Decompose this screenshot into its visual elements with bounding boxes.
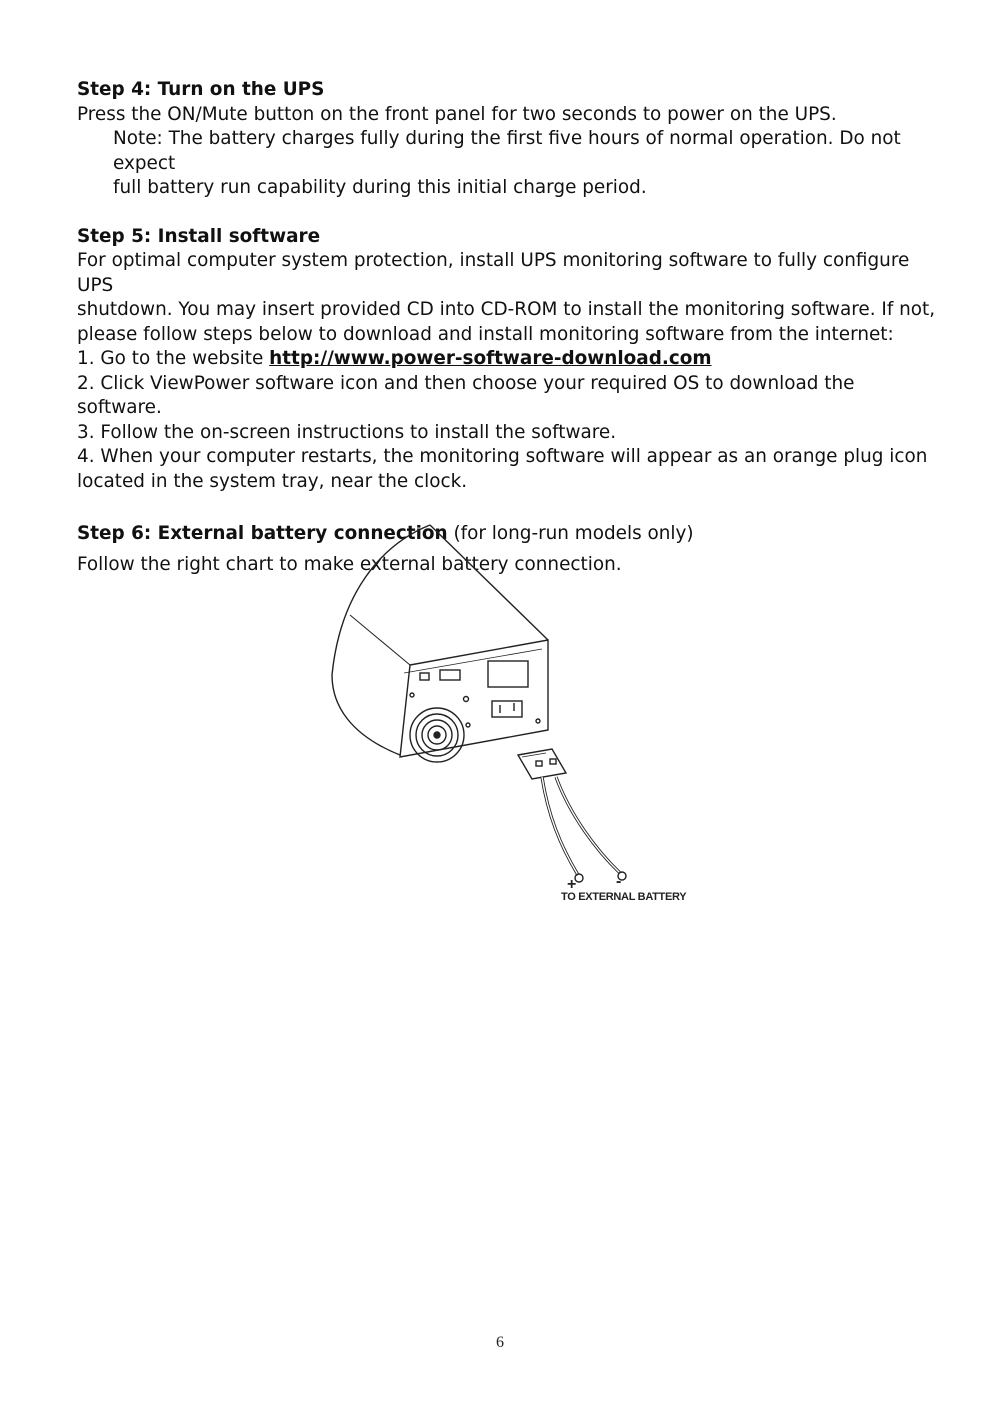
step5-item2: 2. Click ViewPower software icon and then choose your required OS to download the software. bbox=[77, 372, 855, 418]
plus-sign: + bbox=[567, 876, 577, 893]
step4-note-line2: full battery run capability during this initial charge period. bbox=[113, 177, 647, 198]
step5-item4-line1: 4. When your computer restarts, the monitoring software will appear as an orange plug icon bbox=[77, 446, 928, 467]
serial-port bbox=[440, 670, 460, 680]
usb-port bbox=[420, 673, 429, 680]
ups-body-outline bbox=[332, 525, 430, 755]
step5-item1 bbox=[77, 347, 937, 372]
step4-note-line1: Note: The battery charges fully during the first five hours of normal operation. Do not expect bbox=[113, 128, 901, 174]
expansion-slot bbox=[488, 661, 528, 687]
external-battery-label: TO EXTERNAL BATTERY bbox=[561, 891, 687, 903]
step5-item1-prefix: 1. Go to the website bbox=[77, 348, 270, 369]
document-body bbox=[77, 78, 937, 577]
page-number: 6 bbox=[496, 1334, 504, 1351]
step5-body-line2: shutdown. You may insert provided CD into CD-ROM to install the monitoring software. If not, bbox=[77, 299, 936, 320]
step5-item4-line2: located in the system tray, near the clock. bbox=[77, 470, 468, 492]
ups-battery-connection-figure bbox=[320, 515, 700, 915]
positive-cable bbox=[542, 777, 578, 875]
step4-heading: Step 4: Turn on the UPS bbox=[77, 79, 325, 100]
step6-body: Follow the right chart to make external battery connection. bbox=[77, 553, 622, 575]
minus-sign: - bbox=[616, 873, 622, 890]
ups-rear-illustration bbox=[320, 515, 700, 915]
ups-side-edge bbox=[350, 615, 410, 665]
step5-body-line3: please follow steps below to download and install monitoring software from the internet: bbox=[77, 323, 894, 345]
step5-heading: Step 5: Install software bbox=[77, 225, 321, 247]
step5-body-line1: For optimal computer system protection, install UPS monitoring software to fully configure UPS bbox=[77, 250, 910, 296]
ups-top-edge bbox=[430, 525, 548, 640]
step6-heading-suffix: (for long-run models only) bbox=[447, 523, 694, 544]
negative-cable bbox=[556, 777, 620, 873]
step5-item3: 3. Follow the on-screen instructions to install the software. bbox=[77, 421, 617, 443]
battery-socket bbox=[492, 701, 522, 717]
step4-body: Press the ON/Mute button on the front panel for two seconds to power on the UPS. bbox=[77, 103, 837, 125]
software-download-link[interactable]: http://www.power-software-download.com bbox=[269, 348, 712, 369]
step6-heading-title: Step 6: External battery connection bbox=[77, 523, 448, 544]
